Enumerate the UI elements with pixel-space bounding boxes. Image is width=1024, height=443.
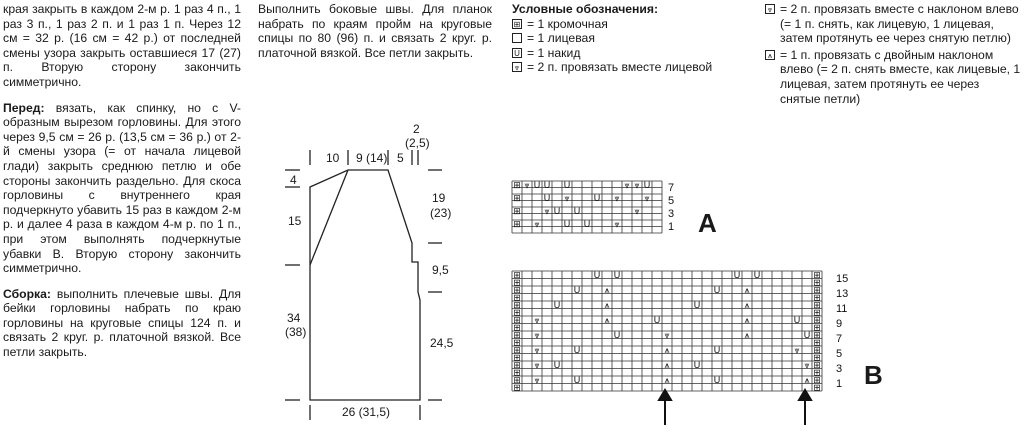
stitch-symbol: U (563, 180, 571, 190)
stitch-symbol: ⊞ (513, 337, 521, 348)
height-245-label: 24,5 (430, 336, 454, 350)
row-number: 5 (668, 195, 675, 207)
stitch-symbol: ⊞ (813, 300, 821, 310)
stitch-symbol: U (533, 180, 541, 190)
stitch-symbol: ⊞ (513, 322, 521, 333)
stitch-symbol: ⊞ (813, 337, 821, 348)
stitch-symbol: ⊞ (513, 277, 521, 288)
stitch-symbol: U (733, 270, 741, 280)
stitch-symbol: ⩔ (634, 206, 640, 216)
width-edge-label: 2 (413, 122, 420, 136)
legend-title: Условные обозначения: (512, 2, 659, 16)
stitch-symbol: ⊞ (513, 270, 521, 280)
paragraph-side-seams: Выполнить боковые швы. Для планок набрать по краям пройм на круговые спицы по 80 (96) п. и связать 2 круг. р. платочной вязкой. Все петли закрыть. (258, 2, 492, 60)
stitch-symbol: ⊞ (813, 352, 821, 363)
stitch-symbol: ⊞ (513, 292, 521, 303)
width-right-label: 5 (397, 151, 404, 165)
stitch-symbol: U (563, 219, 571, 229)
stitch-symbol: ⊞ (513, 285, 521, 295)
width-bottom-label: 26 (31,5) (342, 405, 391, 419)
stitch-symbol: ⊞ (813, 315, 821, 325)
stitch-symbol: ⩔ (794, 345, 800, 355)
stitch-symbol: U (613, 330, 621, 340)
stitch-symbol: ⩔ (614, 193, 620, 203)
stitch-symbol: ⩔ (614, 219, 620, 229)
stitch-symbol: U (543, 180, 551, 190)
legend-item-ssk: ⩔ = 2 п. провязать вместе с наклоном влево (= 1 п. снять, как лицевую, 1 лицевая, затем протянуть ее через снятую петлю) (765, 2, 1023, 46)
stitch-symbol: ⩔ (534, 315, 540, 325)
stitch-symbol: U (573, 206, 581, 216)
stitch-symbol: ⩔ (534, 330, 540, 340)
edge-stitch-icon: ⊞ (513, 19, 521, 29)
row-number: 3 (836, 363, 843, 375)
stitch-symbol: ⩚ (804, 375, 810, 385)
stitch-symbol: ⩔ (534, 375, 540, 385)
height-19-alt-label: (23) (430, 206, 452, 220)
stitch-symbol: ⩚ (744, 315, 750, 325)
stitch-symbol: ⩔ (624, 180, 630, 190)
stitch-symbol: ⊞ (513, 360, 521, 370)
chart-b-label: B (864, 360, 883, 390)
stitch-symbol: ⊞ (813, 285, 821, 295)
stitch-symbol: U (593, 193, 601, 203)
heading-front: Перед: (3, 100, 45, 115)
stitch-symbol: ⩔ (534, 360, 540, 370)
row-number: 7 (836, 333, 843, 345)
stitch-symbol: U (803, 330, 811, 340)
stitch-symbol: U (793, 315, 801, 325)
assembly-text: выполнить плечевые швы. Для бейки горловины набрать по краю горловины на круговые спицы 124 п. и связать 2 круг. р. платочной вязкой. Все петли закрыть. (3, 286, 241, 360)
stitch-chart-b (511, 270, 861, 395)
stitch-symbol: ⊞ (513, 300, 521, 310)
row-number: 1 (836, 378, 843, 390)
legend-item-edge: ⊞ = 1 кромочная (513, 16, 608, 31)
stitch-symbol: U (713, 285, 721, 295)
row-number: 1 (668, 221, 675, 233)
stitch-symbol: U (653, 315, 661, 325)
width-left-label: 10 (326, 151, 340, 165)
stitch-symbol: U (613, 270, 621, 280)
stitch-symbol: ⩚ (664, 375, 670, 385)
row-number: 13 (836, 288, 849, 300)
stitch-symbol: ⩔ (534, 345, 540, 355)
stitch-symbol: U (693, 300, 701, 310)
row-number: 5 (836, 348, 843, 360)
stitch-symbol: U (643, 180, 651, 190)
height-15-label: 15 (288, 214, 302, 228)
stitch-symbol: ⊞ (513, 345, 521, 355)
row-number: 9 (836, 318, 843, 330)
width-edge-alt-label: (2,5) (405, 136, 430, 150)
front-outline (310, 170, 420, 400)
stitch-symbol: U (583, 219, 591, 229)
stitch-symbol: ⊞ (513, 367, 521, 378)
legend-item-knit: = 1 лицевая (512, 31, 732, 46)
stitch-symbol: ⩔ (524, 180, 530, 190)
stitch-symbol: ⊞ (813, 382, 821, 393)
stitch-symbol: ⩚ (604, 285, 610, 295)
paragraph-back-finish: края закрыть в каждом 2-м р. 1 раз 4 п., 1 раз 3 п., 1 раз 2 п. и 1 раз 1 п. Через 12 см = 32 р. (16 см = 42 р.) от последней смены узора закрыть оставшиеся 17 (27) п. Вторую сторону закончить симметрично. (3, 2, 241, 89)
stitch-symbol: ⊞ (513, 180, 521, 190)
row-number: 7 (668, 182, 675, 194)
stitch-symbol: U (693, 360, 701, 370)
chart-a-label: A (698, 208, 717, 238)
height-neck-label: 4 (290, 173, 297, 187)
stitch-symbol: ⊞ (813, 277, 821, 288)
height-95-label: 9,5 (432, 263, 449, 277)
legend-item-k2tog: ⩔ = 2 п. провязать вместе лицевой (512, 60, 732, 75)
stitch-symbol: ⩔ (634, 180, 640, 190)
stitch-symbol: U (553, 206, 561, 216)
stitch-symbol: ⩔ (534, 219, 540, 229)
stitch-symbol: U (553, 300, 561, 310)
stitch-symbol: U (593, 270, 601, 280)
stitch-symbol: ⊞ (813, 307, 821, 318)
heading-assembly: Сборка: (3, 286, 51, 301)
stitch-symbol: ⊞ (513, 307, 521, 318)
stitch-symbol: ⊞ (813, 270, 821, 280)
k2tog-icon: ⩔ (512, 62, 522, 72)
stitch-symbol: ⩔ (664, 330, 670, 340)
front-text: вязать, как спинку, но с V-образным вырезом горловины. Для этого через 9,5 см = 26 р. (13,5 см = 36 р.) от 2-й смены узора (= от начала лицевой глади) закрыть среднюю петлю и обе стороны закончить раздельно. Для скоса горловины с внутреннего края подчеркнуто убавить 15 раз в каждом 2-м р. и далее 4 раза в каждом 4-м р. по 1 п., при этом выполнять подчеркнутые убавки В. Вторую сторону закончить симметрично. (3, 100, 241, 276)
stitch-symbol: ⊞ (513, 382, 521, 393)
stitch-symbol: ⩚ (664, 360, 670, 370)
stitch-symbol: ⊞ (513, 193, 521, 203)
stitch-symbol: ⩔ (644, 193, 650, 203)
yarnover-icon: U (512, 48, 522, 58)
row-number: 11 (836, 303, 848, 315)
stitch-symbol: ⩔ (544, 206, 550, 216)
stitch-symbol: U (573, 375, 581, 385)
stitch-symbol: ⊞ (813, 292, 821, 303)
stitch-symbol: ⊞ (513, 315, 521, 325)
stitch-symbol: ⊞ (813, 375, 821, 385)
stitch-symbol: ⩚ (604, 300, 610, 310)
stitch-symbol: U (753, 270, 761, 280)
legend-item-double-decrease: ⩚ = 1 п. провязать с двойным наклоном влево (= 2 п. снять вместе, как лицевые, 1 лицевая, затем протянуть ее через снятые петли) (765, 48, 1023, 106)
stitch-symbol: U (713, 375, 721, 385)
stitch-symbol: ⊞ (513, 352, 521, 363)
stitch-symbol: ⊞ (813, 367, 821, 378)
stitch-symbol: ⊞ (813, 330, 821, 340)
stitch-symbol: ⊞ (813, 345, 821, 355)
height-19-label: 19 (432, 191, 446, 205)
stitch-symbol: ⊞ (513, 206, 521, 216)
stitch-symbol: U (713, 345, 721, 355)
row-number: 3 (668, 208, 675, 220)
legend-item-yarnover: U = 1 накид (512, 46, 732, 61)
stitch-chart-a (511, 180, 675, 240)
height-34-alt-label: (38) (285, 325, 307, 339)
stitch-symbol: ⊞ (813, 322, 821, 333)
stitch-symbol: ⊞ (513, 375, 521, 385)
stitch-symbol: U (573, 285, 581, 295)
stitch-symbol: U (573, 345, 581, 355)
stitch-symbol: ⊞ (513, 219, 521, 229)
stitch-symbol: ⩚ (604, 315, 610, 325)
stitch-symbol: ⩚ (664, 345, 670, 355)
row-number: 15 (836, 273, 849, 285)
stitch-symbol: ⩚ (744, 330, 750, 340)
stitch-symbol: ⊞ (513, 330, 521, 340)
stitch-symbol: U (543, 193, 551, 203)
height-34-label: 34 (287, 311, 301, 325)
stitch-symbol: ⩔ (564, 193, 570, 203)
stitch-symbol: ⊞ (813, 360, 821, 370)
stitch-symbol: ⩚ (744, 285, 750, 295)
stitch-symbol: U (553, 360, 561, 370)
stitch-symbol: ⩚ (744, 300, 750, 310)
double-decrease-icon: ⩚ (765, 50, 775, 60)
stitch-symbol: ⩔ (804, 360, 810, 370)
ssk-icon: ⩔ (765, 4, 775, 14)
width-neck-label: 9 (14) (356, 151, 388, 165)
